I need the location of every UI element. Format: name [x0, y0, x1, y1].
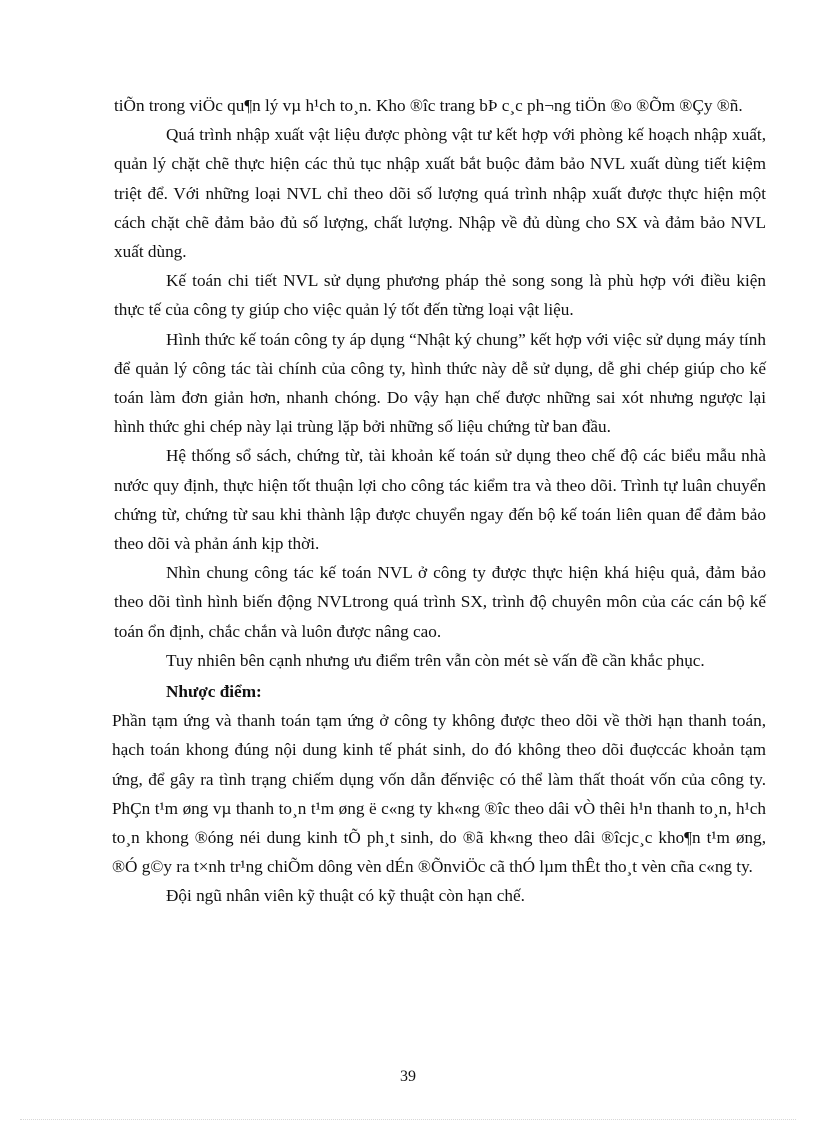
paragraph-detail-accounting: Kế toán chi tiết NVL sử dụng phương pháp thẻ song song là phù hợp với điều kiện thực tế của công ty giúp cho việc quản lý tốt đến từng loại vật liệu.: [114, 271, 766, 320]
body-text: [114, 91, 766, 911]
paragraph-overall-assessment: Nhìn chung công tác kế toán NVL ở công ty được thực hiện khá hiệu quả, đảm bảo theo dõi tình hình biến động NVLtrong quá trình SX, trình độ chuyên môn của các cán bộ kế toán ổn định, chắc chắn và luôn được nâng cao.: [114, 563, 766, 641]
page-bottom-divider: [20, 1119, 796, 1120]
paragraph-remaining-issues: Tuy nhiên bên cạnh nhưng ưu điểm trên vẫn còn mét sè vấn đề cần khắc phục.: [166, 650, 705, 670]
heading-disadvantages: Nhược điểm:: [166, 682, 262, 702]
paragraph-general-journal: Hình thức kế toán công ty áp dụng “Nhật ký chung” kết hợp với việc sử dụng máy tính để quản lý công tác tài chính của công ty, hình thức này dễ sử dụng, dễ ghi chép giúp cho kế toán làm đơn giản hơn, nhanh chóng. Do vậy hạn chế được những sai xót nhưng ngược lại hình thức ghi chép này lại trùng lặp bởi những số liệu chứng từ ban đầu.: [114, 329, 766, 437]
page-number: 39: [400, 1068, 416, 1085]
paragraph-continuation: tiÕn trong viÖc qu¶n lý vµ h¹ch to¸n. Kho ®îc trang bÞ c¸c ph¬ng tiÖn ®o ®Õm ®Çy ®ñ.: [114, 96, 743, 115]
paragraph-technical-staff: Đội ngũ nhân viên kỹ thuật có kỹ thuật còn hạn chế.: [166, 886, 525, 906]
paragraph-material-process: Quá trình nhập xuất vật liệu được phòng vật tư kết hợp với phòng kế hoạch nhập xuất, quản lý chặt chẽ thực hiện các thủ tục nhập xuất bắt buộc đảm bảo NVL xuất dùng tiết kiệm triệt để. Với những loại NVL chỉ theo dõi số lượng quá trình nhập xuất được thực hiện một cách chặt chẽ đảm bảo đủ số lượng, chất lượng. Nhập về đủ dùng cho SX và đảm bảo NVL xuất dùng.: [114, 125, 766, 262]
paragraph-ledger-system: Hệ thống sổ sách, chứng từ, tài khoản kế toán sử dụng theo chế độ các biểu mẫu nhà nước quy định, thực hiện tốt thuận lợi cho công tác kiểm tra và theo dõi. Trình tự luân chuyển chứng từ, chứng từ sau khi thành lập được chuyển ngay đến bộ kế toán liên quan để đảm bảo theo dõi và phản ánh kịp thời.: [114, 446, 766, 554]
paragraph-advance-payment: Phần tạm ứng và thanh toán tạm ứng ở công ty không được theo dõi về thời hạn thanh toán, hạch toán khong đúng nội dung kinh tế phát sinh, do đó không theo dõi đuợccác khoản tạm ứng, để gây ra tình trạng chiếm dụng vốn dẫn đếnviệc có thể làm thất thoát vốn của công ty. PhÇn t¹m øng vµ thanh to¸n t¹m øng ë c«ng ty kh«ng ®îc theo dâi vÒ thêi h¹n thanh to¸n, h¹ch to¸n khong ®óng néi dung kinh tÕ ph¸t sinh, do ®ã kh«ng theo dâi ®îcjc¸c kho¶n t¹m øng, ®Ó g©y ra t×nh tr¹ng chiÕm dông vèn dÉn ®ÕnviÖc cã thÓ lµm thÊt tho¸t vèn cña c«ng ty.: [112, 711, 766, 877]
